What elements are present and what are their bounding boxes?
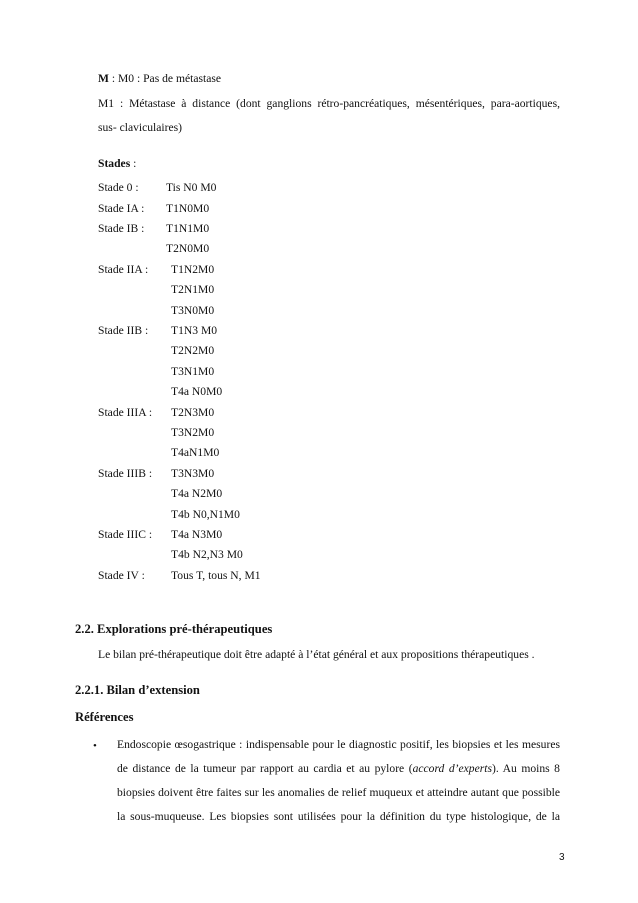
m1-line-2: sus- claviculaires) — [98, 121, 183, 134]
stade-code: T1N3 M0 — [171, 324, 218, 337]
section-heading-2-2-1: 2.2.1. Bilan d’extension — [75, 683, 200, 697]
stade-code: T4a N3M0 — [171, 528, 223, 541]
stade-code: T2N0M0 — [166, 242, 210, 255]
stade-code: Tous T, tous N, M1 — [171, 569, 261, 582]
section-heading-2-2: 2.2. Explorations pré-thérapeutiques — [75, 622, 273, 636]
stade-code: T1N2M0 — [171, 263, 215, 276]
stades-title-line — [98, 157, 136, 171]
stade-code: T2N1M0 — [171, 283, 215, 296]
stade-code: T2N2M0 — [171, 344, 215, 357]
m1-line-1: M1 : Métastase à distance (dont ganglions rétro-pancréatiques, mésentériques, para-aortiques, — [98, 97, 560, 110]
stade-label: Stade IIB : — [98, 324, 149, 337]
stade-code: T4aN1M0 — [171, 446, 220, 459]
page-number: 3 — [559, 852, 565, 863]
stade-code: T3N2M0 — [171, 426, 215, 439]
stade-code: T4a N0M0 — [171, 385, 223, 398]
stade-code: T2N3M0 — [171, 406, 215, 419]
bullet-line-2-pre: de distance de la tumeur par rapport au cardia et au pylore ( — [117, 762, 413, 775]
stade-code: Tis N0 M0 — [166, 181, 217, 194]
stade-label: Stade IB : — [98, 222, 145, 235]
m0-line — [98, 72, 221, 86]
stade-code: T3N0M0 — [171, 304, 215, 317]
bullet-icon: • — [93, 740, 97, 752]
m-label: M — [98, 72, 109, 85]
m0-text: : M0 : Pas de métastase — [108, 72, 222, 85]
section-2-2-paragraph: Le bilan pré-thérapeutique doit être adapté à l’état général et aux propositions thérapeutiques . — [98, 648, 535, 661]
stade-label: Stade IA : — [98, 202, 145, 215]
stade-code: T1N0M0 — [166, 202, 210, 215]
bullet-line-4: la sous-muqueuse. Les biopsies sont utilisées pour la définition du type histologique, de la — [117, 810, 560, 823]
bullet-line-3: biopsies doivent être faites sur les anomalies de relief muqueux et atteindre autant que possible — [117, 786, 560, 799]
stade-code: T3N1M0 — [171, 365, 215, 378]
stades-title-suffix: : — [130, 157, 137, 170]
stade-code: T1N1M0 — [166, 222, 210, 235]
stade-label: Stade IIIC : — [98, 528, 153, 541]
references-heading: Références — [75, 710, 134, 724]
stade-code: T4b N2,N3 M0 — [171, 548, 243, 561]
bullet-line-2 — [117, 762, 560, 776]
bullet-line-2-emphasis: accord d’experts — [412, 762, 492, 775]
stade-label: Stade IIA : — [98, 263, 149, 276]
stade-code: T3N3M0 — [171, 467, 215, 480]
bullet-line-2-post: ). Au moins 8 — [492, 762, 560, 775]
stades-title: Stades — [98, 157, 131, 170]
bullet-line-1: Endoscopie œsogastrique : indispensable pour le diagnostic positif, les biopsies et les mesures — [117, 738, 560, 751]
stade-label: Stade 0 : — [98, 181, 139, 194]
stade-code: T4a N2M0 — [171, 487, 223, 500]
stade-label: Stade IV : — [98, 569, 145, 582]
stade-code: T4b N0,N1M0 — [171, 508, 240, 521]
stade-label: Stade IIIB : — [98, 467, 153, 480]
stade-label: Stade IIIA : — [98, 406, 153, 419]
